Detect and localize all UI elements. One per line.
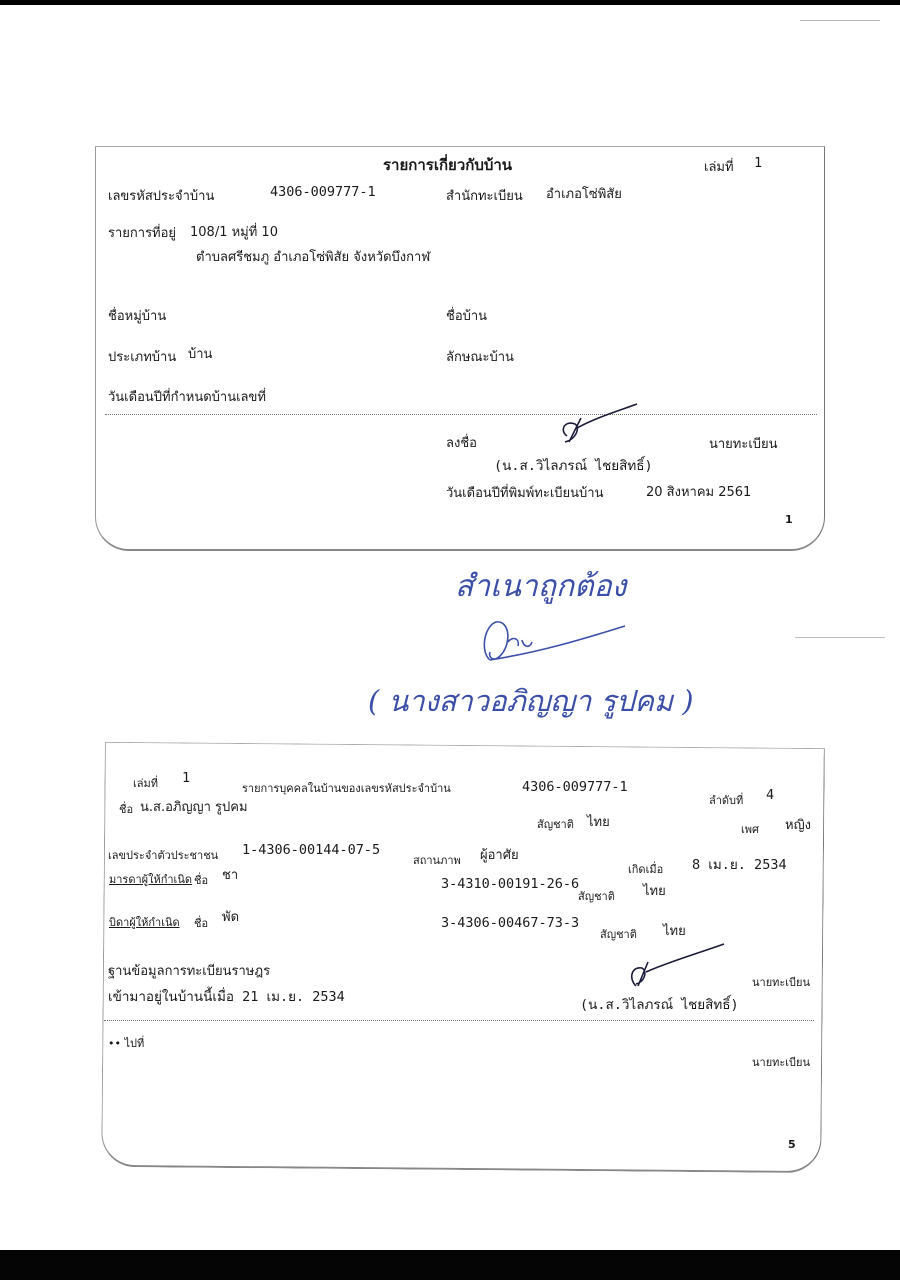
scan-mark — [795, 637, 885, 638]
dotted-separator — [104, 1020, 814, 1021]
moved-to-label: •• ไปที่ — [108, 1037, 145, 1050]
print-date: 20 สิงหาคม 2561 — [646, 485, 752, 500]
registrar-signature — [555, 400, 645, 450]
father-name: พัด — [222, 910, 240, 925]
person-name: น.ส.อภิญญา รูปคม — [140, 800, 248, 815]
sign-label: ลงชื่อ — [446, 436, 477, 451]
mother-nationality-label: สัญชาติ — [578, 890, 615, 903]
mother-first-name-label: ชื่อ — [194, 874, 209, 887]
office-value: อำเภอโซ่พิสัย — [546, 187, 622, 202]
birth-label: เกิดเมื่อ — [628, 863, 664, 876]
book-number: 1 — [182, 770, 191, 786]
moved-to-text: ไปที่ — [124, 1037, 145, 1050]
birth-date: 8 เม.ย. 2534 — [692, 857, 787, 873]
mother-name: ชา — [222, 868, 239, 883]
scan-bottom-edge — [0, 1250, 900, 1280]
father-nationality-label: สัญชาติ — [600, 928, 637, 941]
sex-value: หญิง — [785, 818, 811, 833]
address-label: รายการที่อยู่ — [108, 226, 177, 241]
house-code: 4306-009777-1 — [270, 184, 376, 200]
house-record-title: รายการเกี่ยวกับบ้าน — [383, 156, 513, 174]
book-number: 1 — [754, 155, 763, 171]
house-code: 4306-009777-1 — [522, 779, 628, 795]
registrar-label: นายทะเบียน — [709, 437, 778, 452]
print-date-label: วันเดือนปีที่พิมพ์ทะเบียนบ้าน — [446, 486, 604, 501]
book-label: เล่มที่ — [133, 777, 159, 790]
page-number: 1 — [785, 513, 793, 526]
certifier-name: ( นางสาวอภิญญา รูปคม ) — [368, 684, 694, 718]
house-type-value: บ้าน — [188, 347, 213, 362]
nationality-label: สัญชาติ — [537, 818, 574, 831]
id-label: เลขประจำตัวประชาชน — [108, 849, 219, 862]
certified-copy-text: สำเนาถูกต้อง — [455, 569, 627, 604]
assign-date-label: วันเดือนปีที่กำหนดบ้านเลขที่ — [108, 390, 266, 405]
house-code-label: เลขรหัสประจำบ้าน — [108, 189, 215, 204]
id-number: 1-4306-00144-07-5 — [242, 842, 381, 858]
seq-number: 4 — [766, 787, 775, 803]
registrar-name: (น.ส.วิไลภรณ์ ไชยสิทธิ์) — [580, 997, 739, 1013]
village-label: ชื่อหมู่บ้าน — [108, 309, 167, 324]
sex-label: เพศ — [741, 823, 759, 836]
certifier-signature — [460, 612, 630, 667]
registrar-label: นายทะเบียน — [752, 976, 811, 989]
registrar-label: นายทะเบียน — [752, 1056, 811, 1069]
book-label: เล่มที่ — [704, 160, 734, 175]
father-nationality: ไทย — [663, 924, 686, 939]
father-label: บิดาผู้ให้กำเนิด — [109, 916, 180, 929]
dotted-separator — [105, 414, 817, 415]
house-name-label: ชื่อบ้าน — [446, 309, 488, 324]
registrar-name: (น.ส.วิไลภรณ์ ไชยสิทธิ์) — [494, 458, 653, 474]
move-in-date: เข้ามาอยู่ในบ้านนี้เมื่อ 21 เม.ย. 2534 — [108, 989, 345, 1005]
person-record-title: รายการบุคคลในบ้านของเลขรหัสประจำบ้าน — [242, 782, 451, 795]
address-line2: ตำบลศรีชมภู อำเภอโซ่พิสัย จังหวัดบึงกาฬ — [196, 250, 431, 265]
house-char-label: ลักษณะบ้าน — [446, 350, 514, 365]
office-label: สำนักทะเบียน — [446, 189, 523, 204]
mother-nationality: ไทย — [643, 884, 666, 899]
father-first-name-label: ชื่อ — [194, 917, 209, 930]
house-type-label: ประเภทบ้าน — [108, 350, 177, 365]
name-label: ชื่อ — [119, 803, 134, 816]
registrar-signature — [618, 942, 728, 992]
status-label: สถานภาพ — [413, 854, 461, 867]
mother-label: มารดาผู้ให้กำเนิด — [109, 873, 192, 886]
nationality-value: ไทย — [587, 815, 610, 830]
status-value: ผู้อาศัย — [480, 848, 519, 863]
mother-id: 3-4310-00191-26-6 — [441, 876, 580, 892]
scan-top-edge — [0, 0, 900, 5]
page-number: 5 — [788, 1138, 796, 1151]
move-in-source: ฐานข้อมูลการทะเบียนราษฎร — [108, 964, 271, 979]
address-line1: 108/1 หมู่ที่ 10 — [190, 225, 278, 240]
father-id: 3-4306-00467-73-3 — [441, 915, 580, 931]
scan-mark — [800, 20, 880, 21]
seq-label: ลำดับที่ — [709, 794, 744, 807]
